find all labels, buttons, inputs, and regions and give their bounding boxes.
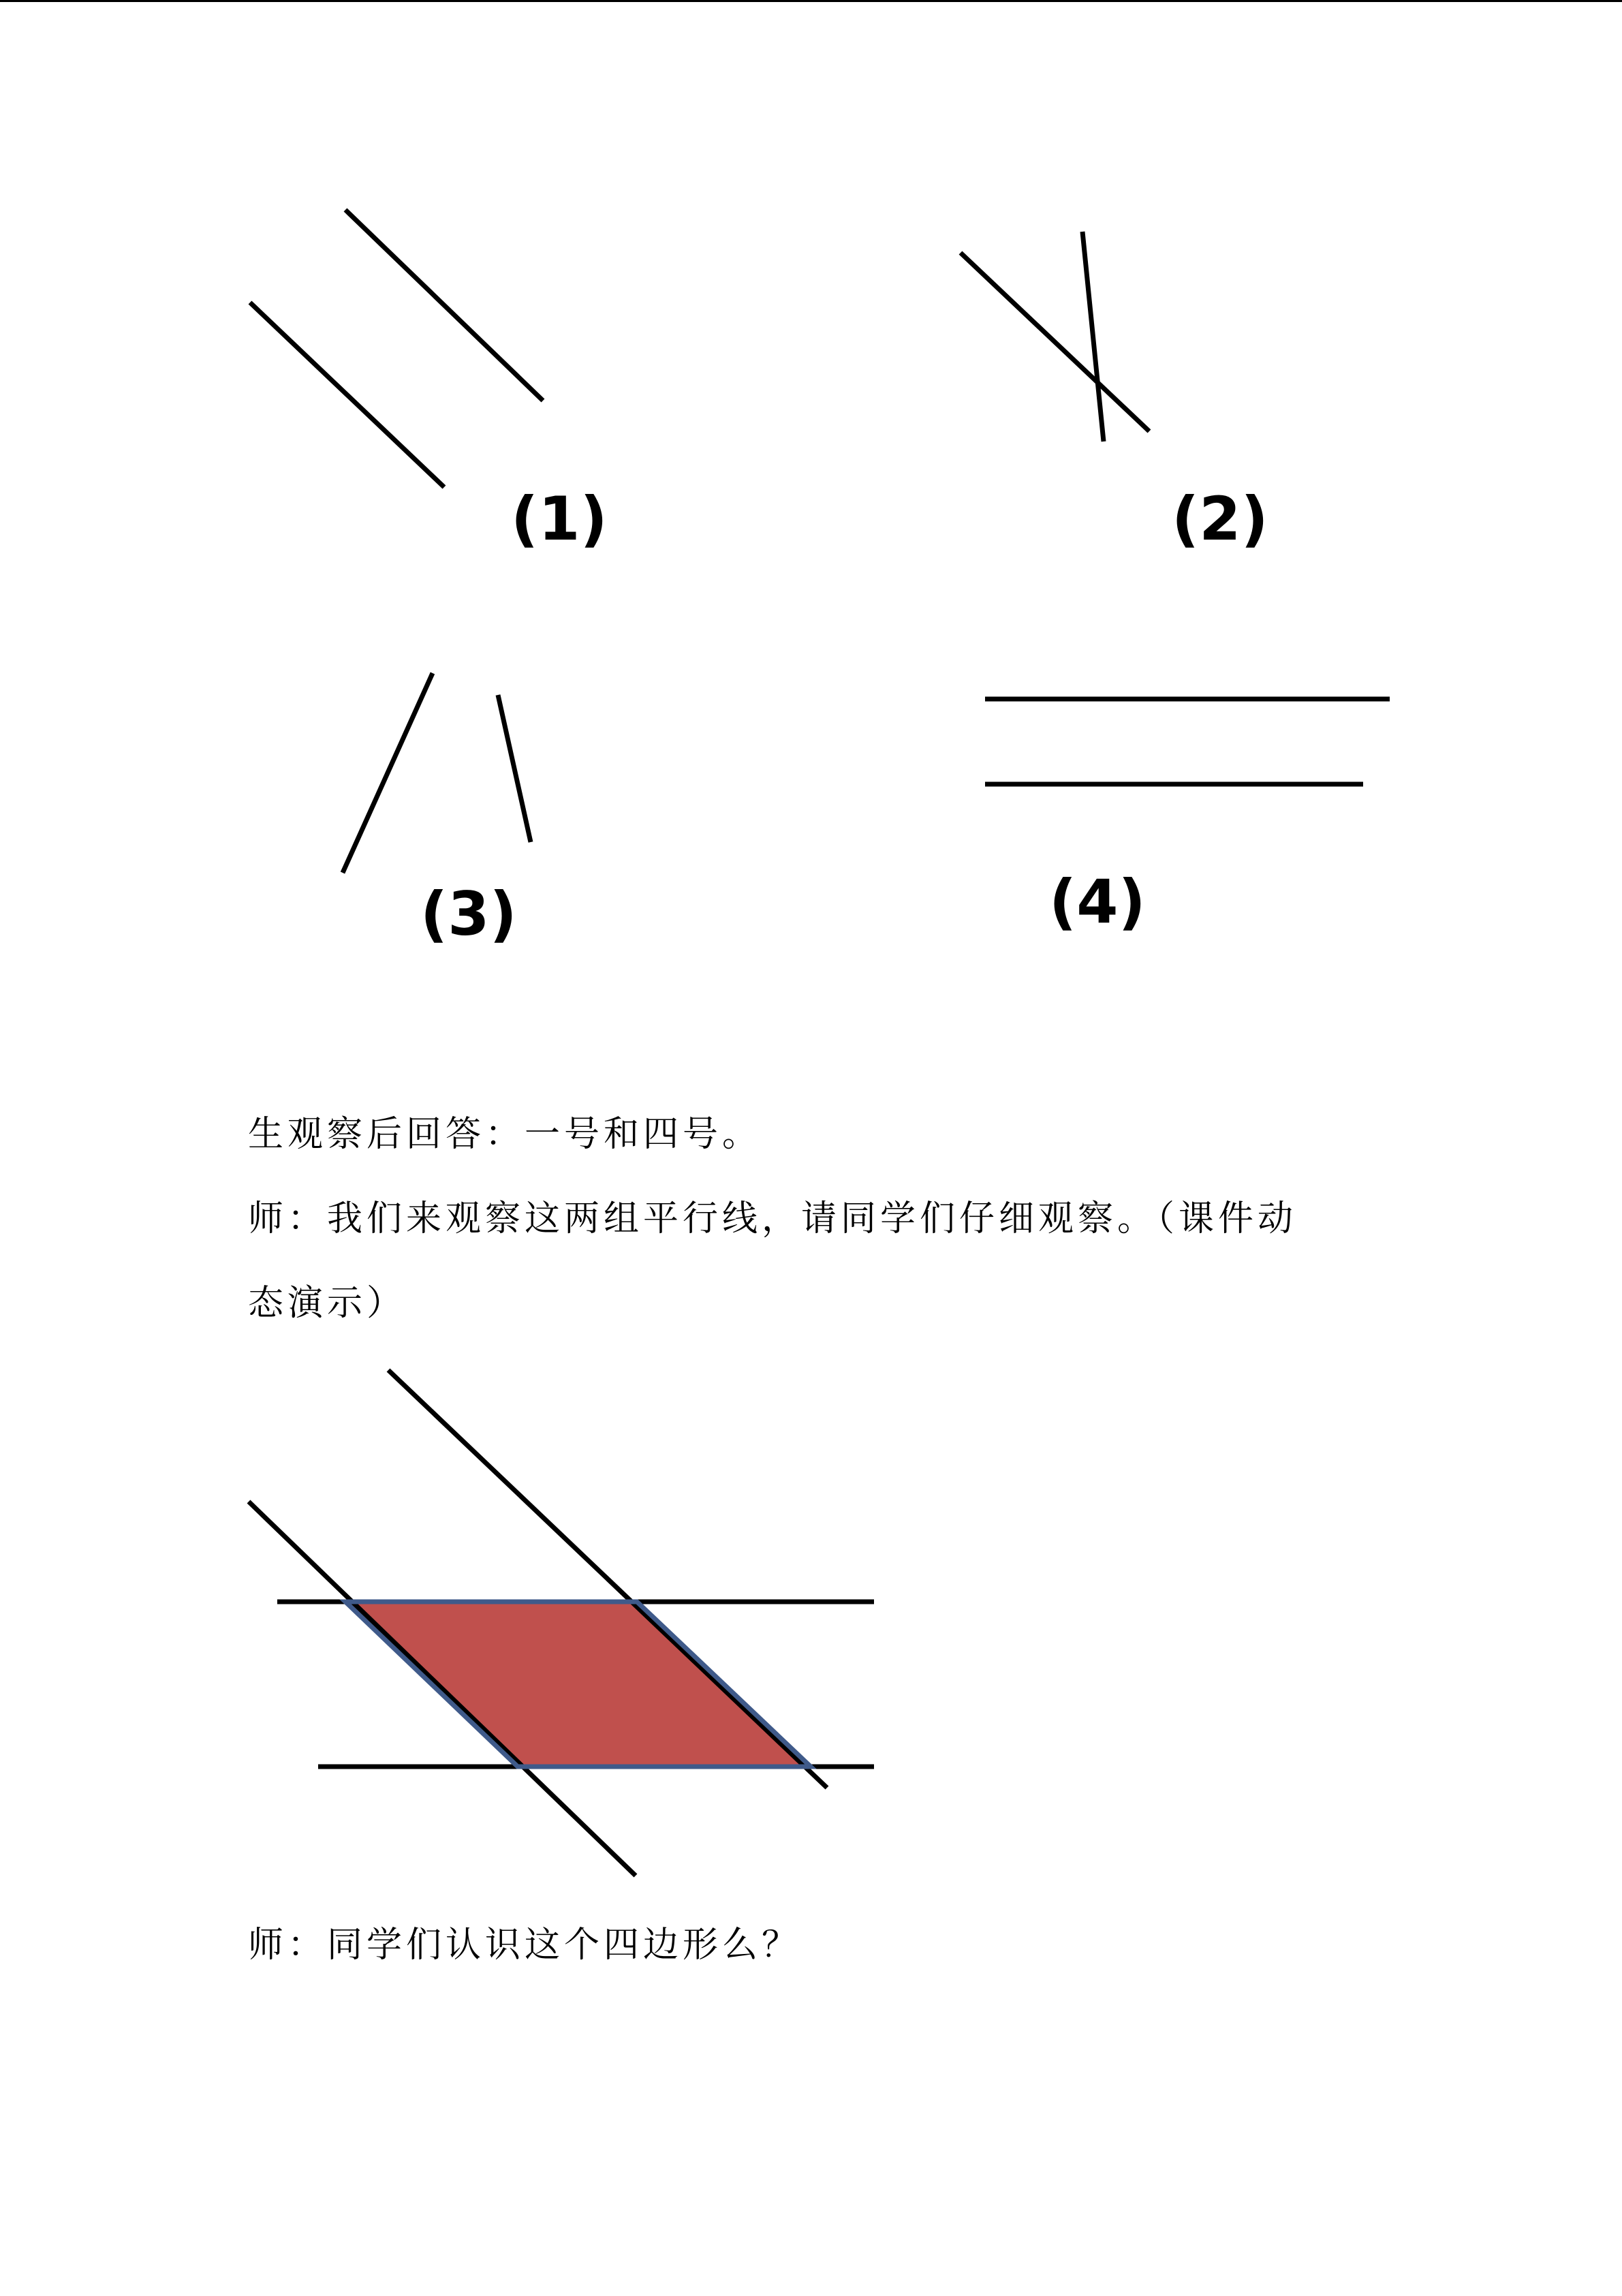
figure-1-label: (1): [511, 484, 608, 554]
figure-4-label: (4): [1049, 867, 1146, 937]
figure-2-label: (2): [1172, 484, 1268, 554]
teacher-instruction-text-continued: 态演示）: [248, 1283, 407, 1324]
teacher-question-text: 师：同学们认识这个四边形么？: [248, 1925, 802, 1966]
parallelogram-shape: [345, 1602, 811, 1767]
student-answer-text: 生观察后回答：一号和四号。: [248, 1114, 762, 1155]
teacher-instruction-text: 师：我们来观察这两组平行线，请同学们仔细观察。（课件动: [248, 1198, 1298, 1239]
parallelogram-figure: [0, 2, 1622, 2296]
figure-3-label: (3): [420, 879, 517, 949]
